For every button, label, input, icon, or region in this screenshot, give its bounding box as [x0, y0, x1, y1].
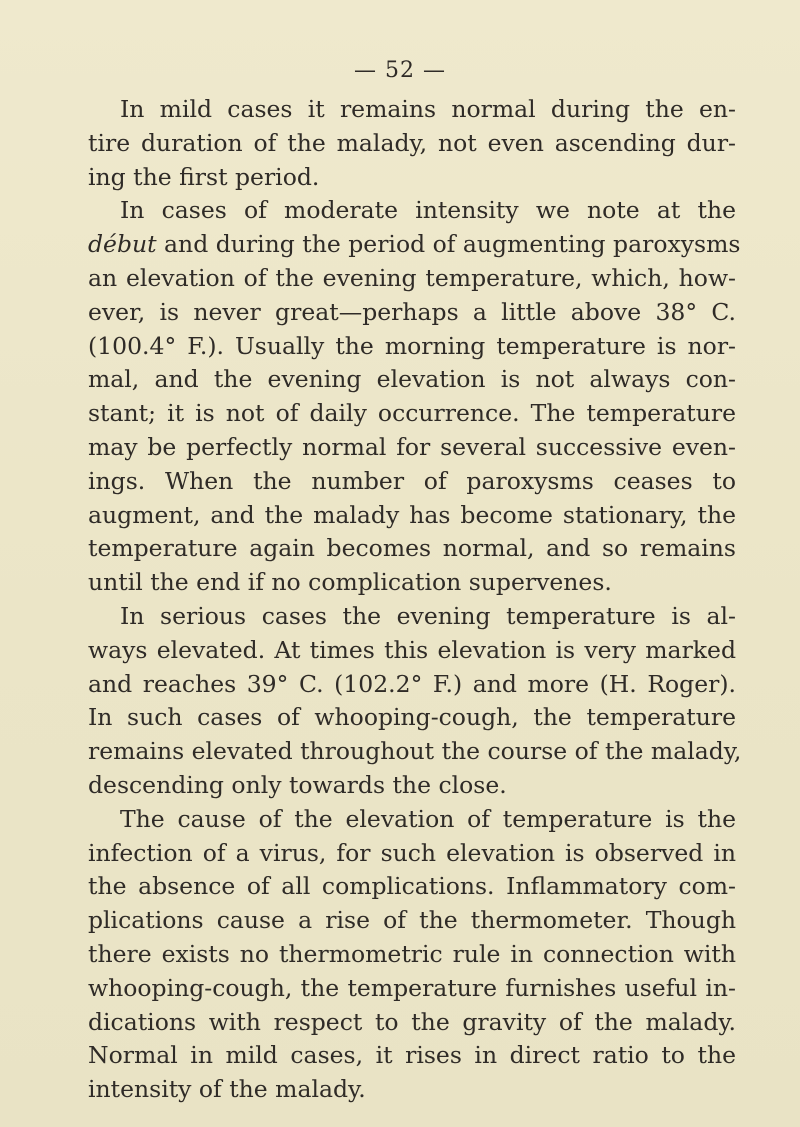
- text-line: In cases of moderate intensity we note at the: [120, 196, 736, 225]
- text-line: mal, and the evening elevation is not always con-: [88, 365, 736, 394]
- text-line: In mild cases it remains normal during the en-: [120, 95, 736, 123]
- text-line: stant; it is not of daily occurrence. The temperature: [88, 399, 736, 428]
- text-line: an elevation of the evening temperature, which, how-: [88, 263, 736, 292]
- text-line: The cause of the elevation of temperature is the: [120, 804, 736, 833]
- text-line: and reaches 39° C. (102.2° F.) and more (H. Roger).: [88, 669, 736, 698]
- text-line: augment, and the malady has become stationary, the: [88, 500, 736, 529]
- text-line: intensity of the malady.: [88, 1075, 366, 1104]
- text-line: dications with respect to the gravity of the malady.: [88, 1007, 736, 1036]
- text-line: descending only towards the close.: [88, 770, 507, 799]
- text-line: (100.4° F.). Usually the morning temperature is nor-: [88, 331, 736, 360]
- text-line: In serious cases the evening temperature is al-: [120, 601, 736, 630]
- text-line: infection of a virus, for such elevation is observed in: [88, 838, 736, 867]
- text-line: Normal in mild cases, it rises in direct ratio to the: [88, 1041, 736, 1070]
- text-line: In such cases of whooping-cough, the temperature: [88, 703, 736, 732]
- text-fragment: and during the period of augmenting paroxysms: [156, 230, 741, 259]
- text-line: the absence of all complications. Inflammatory com-: [88, 872, 736, 901]
- page-number: — 52 —: [354, 58, 446, 83]
- text-line: plications cause a rise of the thermometer. Though: [88, 906, 736, 935]
- text-line: until the end if no complication supervenes.: [88, 568, 612, 597]
- text-line: [88, 228, 741, 262]
- text-line: whooping-cough, the temperature furnishes useful in-: [88, 973, 736, 1002]
- body-text: [88, 93, 742, 1107]
- emphasized-word: début: [88, 230, 157, 259]
- text-line: ever, is never great—perhaps a little above 38° C.: [88, 297, 736, 326]
- text-line: ings. When the number of paroxysms ceases to: [88, 466, 736, 495]
- text-line: ing the first period.: [88, 162, 320, 191]
- text-line: temperature again becomes normal, and so remains: [88, 534, 736, 563]
- text-line: remains elevated throughout the course of the malady,: [88, 737, 742, 766]
- text-line: may be perfectly normal for several successive even-: [88, 432, 736, 461]
- text-line: tire duration of the malady, not even ascending dur-: [88, 128, 736, 157]
- text-line: ways elevated. At times this elevation is very marked: [88, 635, 736, 664]
- text-line: there exists no thermometric rule in connection with: [88, 939, 736, 968]
